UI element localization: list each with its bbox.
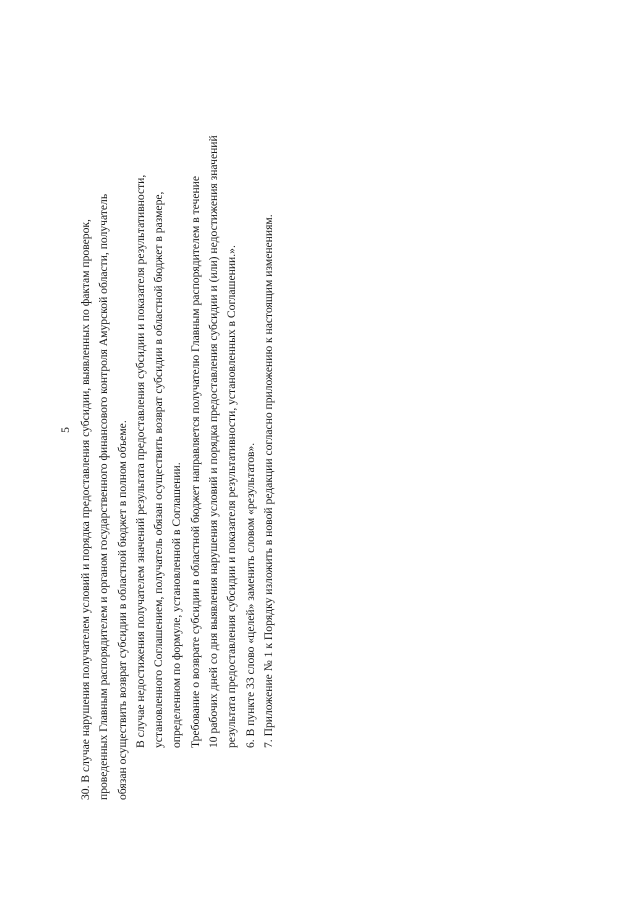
paragraph [132,60,187,800]
text-line: обязан осуществить возврат субсидии в областной бюджет в полном объеме. [115,420,129,800]
rotated-page-content [56,60,286,800]
text-line: результата предоставления субсидии и показателя результативности, установленных в Соглашении.». [225,245,239,748]
text-line: установленного Соглашением, получатель обязан осуществить возврат субсидии в областной бюджет в размере, [152,191,166,748]
text-line: проведенных Главным распорядителем и органом государственного финансового контроля Амурской области, получатель [97,193,111,800]
text-line: 7. Приложение № 1 к Порядку изложить в новой редакции согласно приложению к настоящим изменениям. [261,214,275,748]
text-line: 30. В случае нарушения получателем условий и порядка предоставления субсидии, выявленных по фактам проверок, [79,219,92,800]
text-line: Требование о возврате субсидии в областной бюджет направляется получателю Главным распорядителем в течение [188,175,202,748]
paragraph [242,60,260,800]
document-body [77,60,278,800]
paragraph [187,60,242,800]
text-line: 6. В пункте 33 слово «целей» заменить словом «результатов». [243,442,257,748]
text-line: 10 рабочих дней со дня выявления нарушения условий и порядка предоставления субсидии и (или) недостижения значений [207,135,221,748]
page-number: 5 [59,427,72,433]
text-line: В случае недостижения получателем значений результата предоставления субсидии и показателя результативности, [133,174,147,748]
paragraph [77,60,132,800]
text-line: определенном по формуле, установленной в Соглашении. [170,462,184,748]
paragraph [260,60,278,800]
